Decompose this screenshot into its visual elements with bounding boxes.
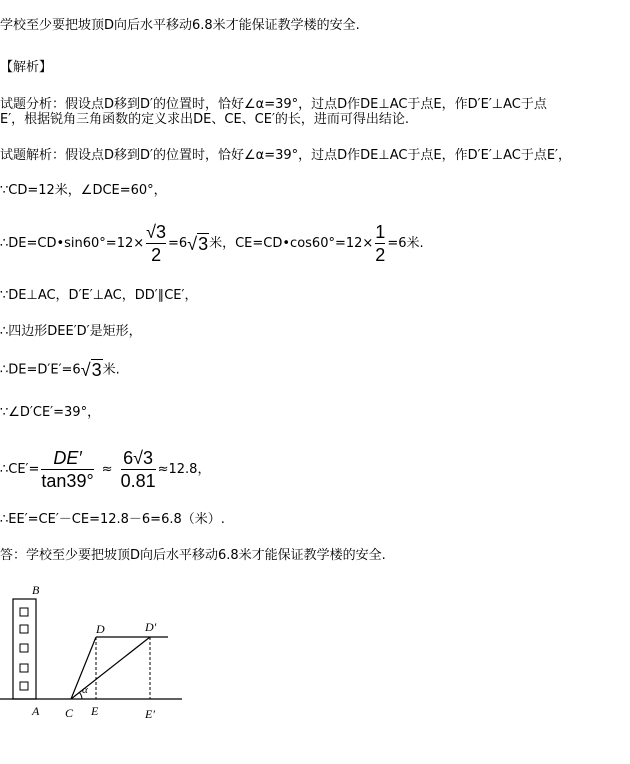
building-rect — [13, 599, 36, 699]
step-de-equals-prefix: ∴DE=D′E′=6 — [0, 362, 81, 378]
label-alpha: α — [82, 684, 88, 696]
fraction-denominator: 2 — [375, 245, 386, 265]
label-e-prime: E′ — [145, 707, 155, 721]
step-de-ce-suffix: =6米. — [387, 236, 424, 251]
step-given: ∵CD=12米，∠DCE=60°， — [0, 183, 167, 198]
geometry-figure — [0, 578, 200, 764]
step-de-ce-mid2: 米，CE=CD•cos60°=12× — [209, 236, 374, 251]
fraction-denominator: 2 — [151, 245, 162, 265]
radicand: 3 — [91, 360, 102, 380]
fraction-1-over-2 — [375, 222, 385, 265]
building-window — [20, 664, 28, 672]
step-ce-prime — [0, 448, 210, 491]
radical: √3 — [187, 233, 209, 254]
fraction-numerator: √3 — [146, 222, 167, 242]
building-window — [20, 608, 28, 616]
approx-sign: ≈ — [101, 462, 113, 477]
section-label: 【解析】 — [0, 60, 53, 75]
radical: √3 — [80, 360, 102, 380]
step-de-ce — [0, 222, 424, 265]
top-conclusion-text: 学校至少要把坡顶D向后水平移动6.8米才能保证教学楼的安全. — [0, 18, 360, 33]
building-window — [20, 644, 28, 652]
fraction-sqrt3-over-2 — [146, 222, 166, 265]
fraction-6sqrt3-over-081 — [121, 448, 156, 491]
step-rectangle: ∴四边形DEE′D′是矩形， — [0, 324, 142, 339]
radicand: 3 — [198, 233, 209, 254]
step-de-ce-mid: =6 — [168, 236, 188, 251]
label-b: B — [32, 583, 40, 597]
step-ce-prime-prefix: ∴CE′= — [0, 462, 40, 477]
step-ce-prime-suffix: ≈12.8， — [157, 462, 211, 477]
step-perpendicular: ∵DE⊥AC，D′E′⊥AC，DD′∥CE′， — [0, 288, 198, 303]
step-de-equals-suffix: 米. — [102, 362, 120, 378]
solution-line-1: 试题解析：假设点D移到D′的位置时，恰好∠α=39°，过点D作DE⊥AC于点E，作D′E′⊥AC于点E′， — [0, 148, 572, 163]
analysis-line-2: E′，根据锐角三角函数的定义求出DE、CE、CE′的长，进而可得出结论. — [0, 112, 410, 127]
fraction-numerator: 6√3 — [123, 448, 154, 468]
fraction-denominator: tan39° — [41, 471, 94, 491]
fraction-de-over-tan — [41, 448, 93, 491]
step-de-equals — [0, 362, 120, 379]
building-window — [20, 625, 28, 633]
label-e: E — [91, 704, 99, 718]
answer-text: 答：学校至少要把坡顶D向后水平移动6.8米才能保证教学楼的安全. — [0, 548, 386, 563]
step-de-ce-prefix: ∴DE=CD•sin60°=12× — [0, 236, 145, 251]
step-ee-prime: ∴EE′=CE′－CE=12.8－6=6.8（米）. — [0, 512, 225, 527]
fraction-numerator: DE′ — [53, 448, 82, 468]
label-d: D — [96, 622, 105, 636]
fraction-denominator: 0.81 — [120, 471, 156, 491]
analysis-line-1: 试题分析：假设点D移到D′的位置时，恰好∠α=39°，过点D作DE⊥AC于点E，作D′E′⊥AC于点 — [0, 97, 547, 112]
label-a: A — [32, 704, 40, 718]
label-c: C — [65, 706, 74, 720]
label-d-prime: D′ — [145, 620, 157, 634]
fraction-numerator: 1 — [375, 222, 386, 242]
building-window — [20, 682, 28, 690]
step-angle: ∵∠D′CE′=39°， — [0, 405, 101, 420]
